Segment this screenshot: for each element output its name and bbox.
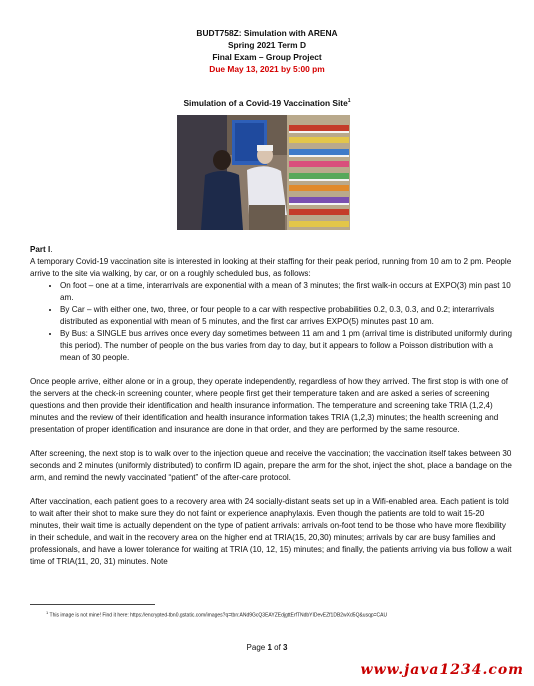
vaccination-photo	[177, 115, 350, 230]
due-date: Due May 13, 2021 by 5:00 pm	[209, 64, 325, 74]
paragraph: Once people arrive, either alone or in a group, they operate independently, regardless of how they arrived. The first stop is with one of the servers at the check-in screening counter, where people first get their temperature taken and are asked a series of screening questions and then provide their identification and health insurance information. The temperature and screening take TRIA (1,2,4) minutes and the review of their identification and health insurance information takes TRIA (1,2,3) minutes; the health screening and presentation of proper identification and insurance are done in that order, and they are performed by the same resource.	[30, 377, 508, 434]
document-header	[0, 27, 534, 75]
paragraph: After screening, the next stop is to walk over to the injection queue and receive the vaccination; the vaccination itself takes between 30 seconds and 2 minutes (uniformly distributed) to confirm ID again, prepare the arm for the shot, inject the shot, place a bandage on the arm, and remind the newly vaccinated “patient” of the after-care protocol.	[30, 449, 512, 482]
intro-paragraph: A temporary Covid-19 vaccination site is interested in looking at their staffing for their peak period, running from 10 am to 2 pm. People arrive to the site via walking, by car, or on a roughly scheduled bus, as follows:	[30, 257, 512, 278]
list-item: • On foot – one at a time, interarrivals are exponential with a mean of 3 minutes; the first walk-in occurs at EXPO(3) min past 10 am.	[60, 280, 514, 304]
watermark: www.java1234.com	[360, 662, 524, 678]
list-item: • By Car – with either one, two, three, or four people to a car with respective probabilities 0.2, 0.3, 0.3, and 0.2; interarrivals distributed as exponential with mean of 5 minutes, and the first car arrives EXPO(5) minutes past 10 am.	[60, 304, 514, 328]
simulation-title	[0, 98, 534, 108]
list-item: • By Bus: a SINGLE bus arrives once every day sometimes between 11 am and 1 pm (arrival time is distributed uniformly during this period). The number of people on the bus varies from day to day, but it appears to follow a Poisson distribution with a mean of 30 people.	[60, 328, 514, 364]
term: Spring 2021 Term D	[227, 40, 307, 50]
footnote-number: 1	[46, 610, 49, 615]
footnote-ref: 1	[347, 98, 351, 105]
footnote-divider	[30, 604, 155, 605]
part-heading: Part I.	[30, 245, 53, 254]
vaccination-photo-illustration	[177, 115, 350, 230]
course-title: BUDT758Z: Simulation with ARENA	[196, 28, 338, 38]
footnote-text: This image is not mine! Find it here: https://encrypted-tbn0.gstatic.com/images?q=tbn:ANd9GcQ3EAYZEdjgttErfTNdbYIDevEZf1DB2wXd5Q&usqp=CAU	[49, 612, 388, 619]
exam-title: Final Exam – Group Project	[212, 52, 322, 62]
footnote	[46, 610, 516, 619]
simulation-title-text: Simulation of a Covid-19 Vaccination Site	[183, 98, 348, 108]
paragraph: After vaccination, each patient goes to a recovery area with 24 socially-distant seats set up in a Wifi-enabled area. Each patient is told to wait after their shot to make sure they do not faint or experience anaphylaxis. Even though the patients are told to wait 15-20 minutes, their wait time is actually dependent on the type of patient arrivals: arrivals on-foot tend to be those who have more flexibility in their schedule, and wait in the recovery area on the higher end at TRIA(15, 20,30) minutes; arrivals by car are busy families and professionals, and have a lower tolerance for waiting at TRIA (10, 12, 15) minutes; and finally, the patients arriving via bus follow a wait time of TRIA(11, 20, 31) minutes. Note	[30, 497, 512, 566]
arrival-list	[30, 280, 514, 364]
page-number: Page 1 of 3	[246, 643, 288, 652]
document-body	[30, 236, 514, 568]
